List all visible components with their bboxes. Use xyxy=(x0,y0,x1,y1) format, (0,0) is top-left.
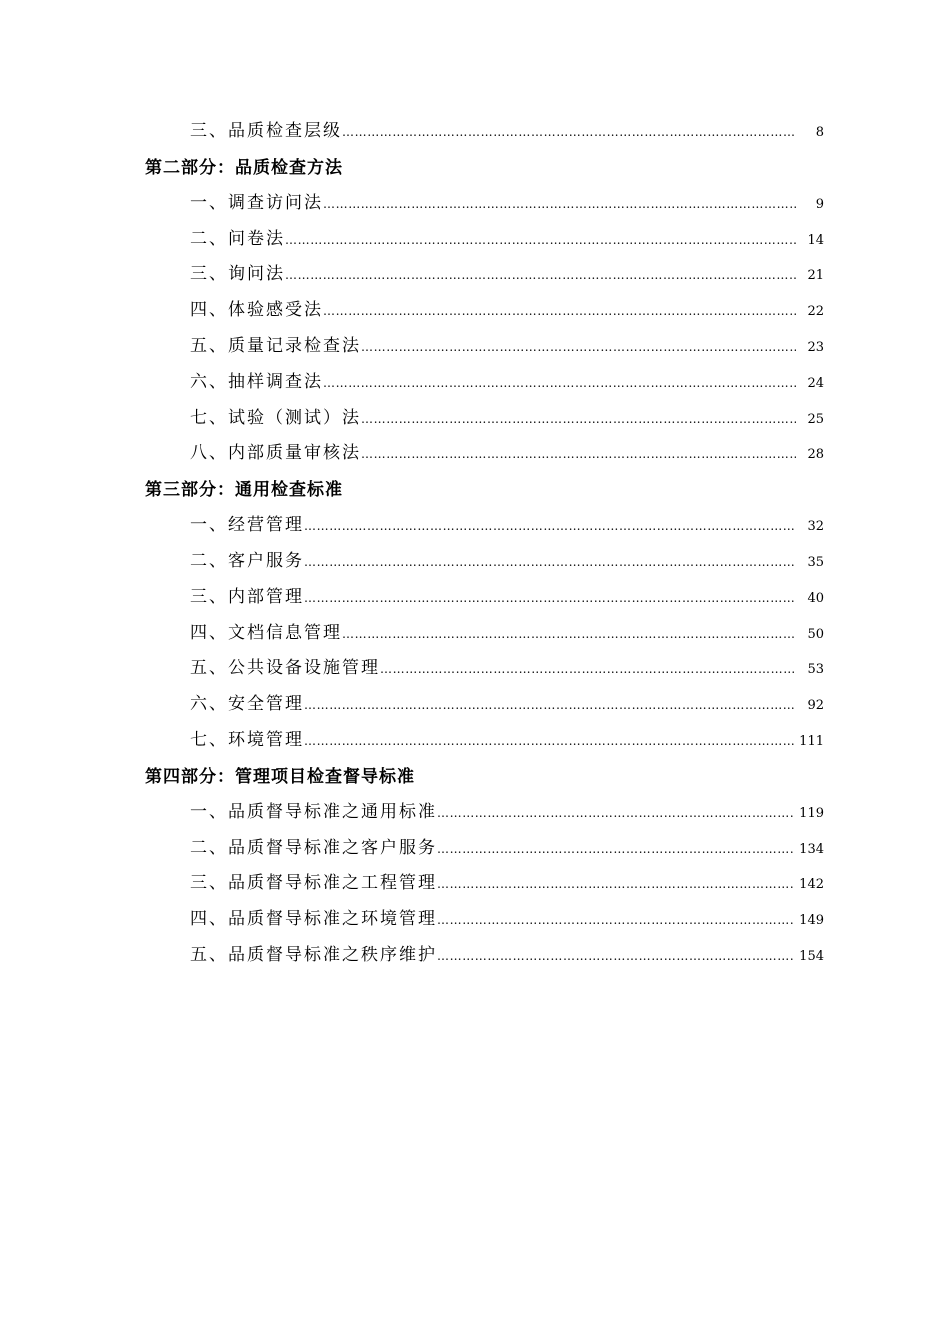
toc-entry[interactable] xyxy=(190,401,824,437)
toc-entry-page: 24 xyxy=(807,375,824,391)
toc-entry-label: 三、品质检查层级 xyxy=(190,121,342,141)
section-heading[interactable]: 第三部分：通用检查标准 xyxy=(145,480,343,501)
dot-leader xyxy=(342,617,796,652)
toc-entry[interactable] xyxy=(190,616,824,652)
dot-leader xyxy=(437,867,795,902)
dot-leader xyxy=(437,939,795,974)
toc-entry-label: 三、内部管理 xyxy=(190,586,304,607)
toc-entry[interactable] xyxy=(190,723,824,759)
toc-entry[interactable] xyxy=(190,114,824,150)
dot-leader xyxy=(304,545,796,580)
toc-entry-label: 八、内部质量审核法 xyxy=(190,443,361,464)
toc-entry[interactable] xyxy=(190,938,824,974)
dot-leader xyxy=(285,223,796,258)
dot-leader xyxy=(304,581,796,616)
toc-entry-label: 六、抽样调查法 xyxy=(190,371,323,392)
dot-leader xyxy=(304,688,796,723)
toc-entry-label: 六、安全管理 xyxy=(190,694,304,715)
toc-entry[interactable] xyxy=(190,651,824,687)
dot-leader xyxy=(285,258,796,293)
toc-section-part-2 xyxy=(0,150,950,472)
dot-leader xyxy=(304,509,796,544)
toc-entry-label: 一、调查访问法 xyxy=(190,192,323,213)
toc-entry-label: 五、质量记录检查法 xyxy=(190,335,361,356)
toc-entry-label: 一、品质督导标准之通用标准 xyxy=(190,801,437,822)
toc-section-part-3 xyxy=(0,472,950,759)
dot-leader xyxy=(323,187,796,222)
toc-entry-label: 七、环境管理 xyxy=(190,729,304,750)
toc-entry-label: 三、品质督导标准之工程管理 xyxy=(190,873,437,894)
toc-entry-page: 134 xyxy=(799,841,824,857)
toc-entry[interactable] xyxy=(190,902,824,938)
toc-entry-label: 五、公共设备设施管理 xyxy=(190,658,380,679)
toc-entry-label: 五、品质督导标准之秩序维护 xyxy=(190,944,437,965)
dot-leader xyxy=(361,437,796,472)
toc-entry[interactable] xyxy=(190,257,824,293)
toc-section-part-4 xyxy=(0,759,950,974)
toc-entry[interactable] xyxy=(190,831,824,867)
toc-entry-page: 9 xyxy=(815,196,824,212)
dot-leader xyxy=(437,903,795,938)
dot-leader xyxy=(304,724,795,759)
dot-leader xyxy=(361,402,796,437)
table-of-contents xyxy=(0,114,950,974)
toc-entry-page: 32 xyxy=(807,519,824,535)
toc-entry[interactable] xyxy=(190,186,824,222)
dot-leader xyxy=(361,330,796,365)
dot-leader xyxy=(323,294,796,329)
toc-entry-label: 二、问卷法 xyxy=(190,228,285,249)
toc-entry-page: 35 xyxy=(807,554,824,570)
toc-entry[interactable] xyxy=(190,795,824,831)
toc-entry-page: 28 xyxy=(807,447,824,463)
toc-entry[interactable] xyxy=(190,866,824,902)
toc-entry[interactable] xyxy=(190,508,824,544)
section-heading[interactable]: 第二部分：品质检查方法 xyxy=(145,157,343,178)
dot-leader xyxy=(380,652,796,687)
toc-entry-page: 142 xyxy=(799,877,824,893)
toc-entry-page: 149 xyxy=(799,913,824,929)
toc-entry-page: 92 xyxy=(807,698,824,714)
toc-section-part-1-tail xyxy=(0,114,950,150)
toc-entry-page: 119 xyxy=(799,805,824,821)
toc-entry[interactable] xyxy=(190,544,824,580)
dot-leader xyxy=(437,832,795,867)
toc-entry-page: 22 xyxy=(807,304,824,320)
section-heading[interactable]: 第四部分：管理项目检查督导标准 xyxy=(145,766,415,787)
toc-entry[interactable] xyxy=(190,222,824,258)
dot-leader xyxy=(323,366,796,401)
toc-entry-label: 一、经营管理 xyxy=(190,515,304,536)
toc-entry-page: 40 xyxy=(807,590,824,606)
toc-entry[interactable] xyxy=(190,293,824,329)
toc-entry-page: 23 xyxy=(807,339,824,355)
toc-entry-page: 111 xyxy=(799,733,824,749)
toc-entry-page: 8 xyxy=(815,125,824,140)
toc-entry-label: 四、文档信息管理 xyxy=(190,622,342,643)
toc-entry-label: 三、询问法 xyxy=(190,264,285,285)
toc-entry-label: 二、客户服务 xyxy=(190,550,304,571)
toc-entry-page: 50 xyxy=(807,626,824,642)
toc-entry-label: 二、品质督导标准之客户服务 xyxy=(190,837,437,858)
toc-entry-label: 四、品质督导标准之环境管理 xyxy=(190,909,437,930)
toc-entry-page: 21 xyxy=(807,268,824,284)
toc-entry[interactable] xyxy=(190,580,824,616)
toc-entry[interactable] xyxy=(190,687,824,723)
toc-entry-label: 四、体验感受法 xyxy=(190,300,323,321)
toc-entry[interactable] xyxy=(190,365,824,401)
toc-entry-page: 154 xyxy=(799,948,824,964)
toc-entry[interactable] xyxy=(190,329,824,365)
toc-entry-page: 53 xyxy=(807,662,824,678)
dot-leader xyxy=(342,115,796,150)
toc-entry-page: 25 xyxy=(807,411,824,427)
toc-entry-label: 七、试验（测试）法 xyxy=(190,407,361,428)
toc-entry[interactable] xyxy=(190,436,824,472)
toc-entry-page: 14 xyxy=(807,232,824,248)
dot-leader xyxy=(437,796,795,831)
